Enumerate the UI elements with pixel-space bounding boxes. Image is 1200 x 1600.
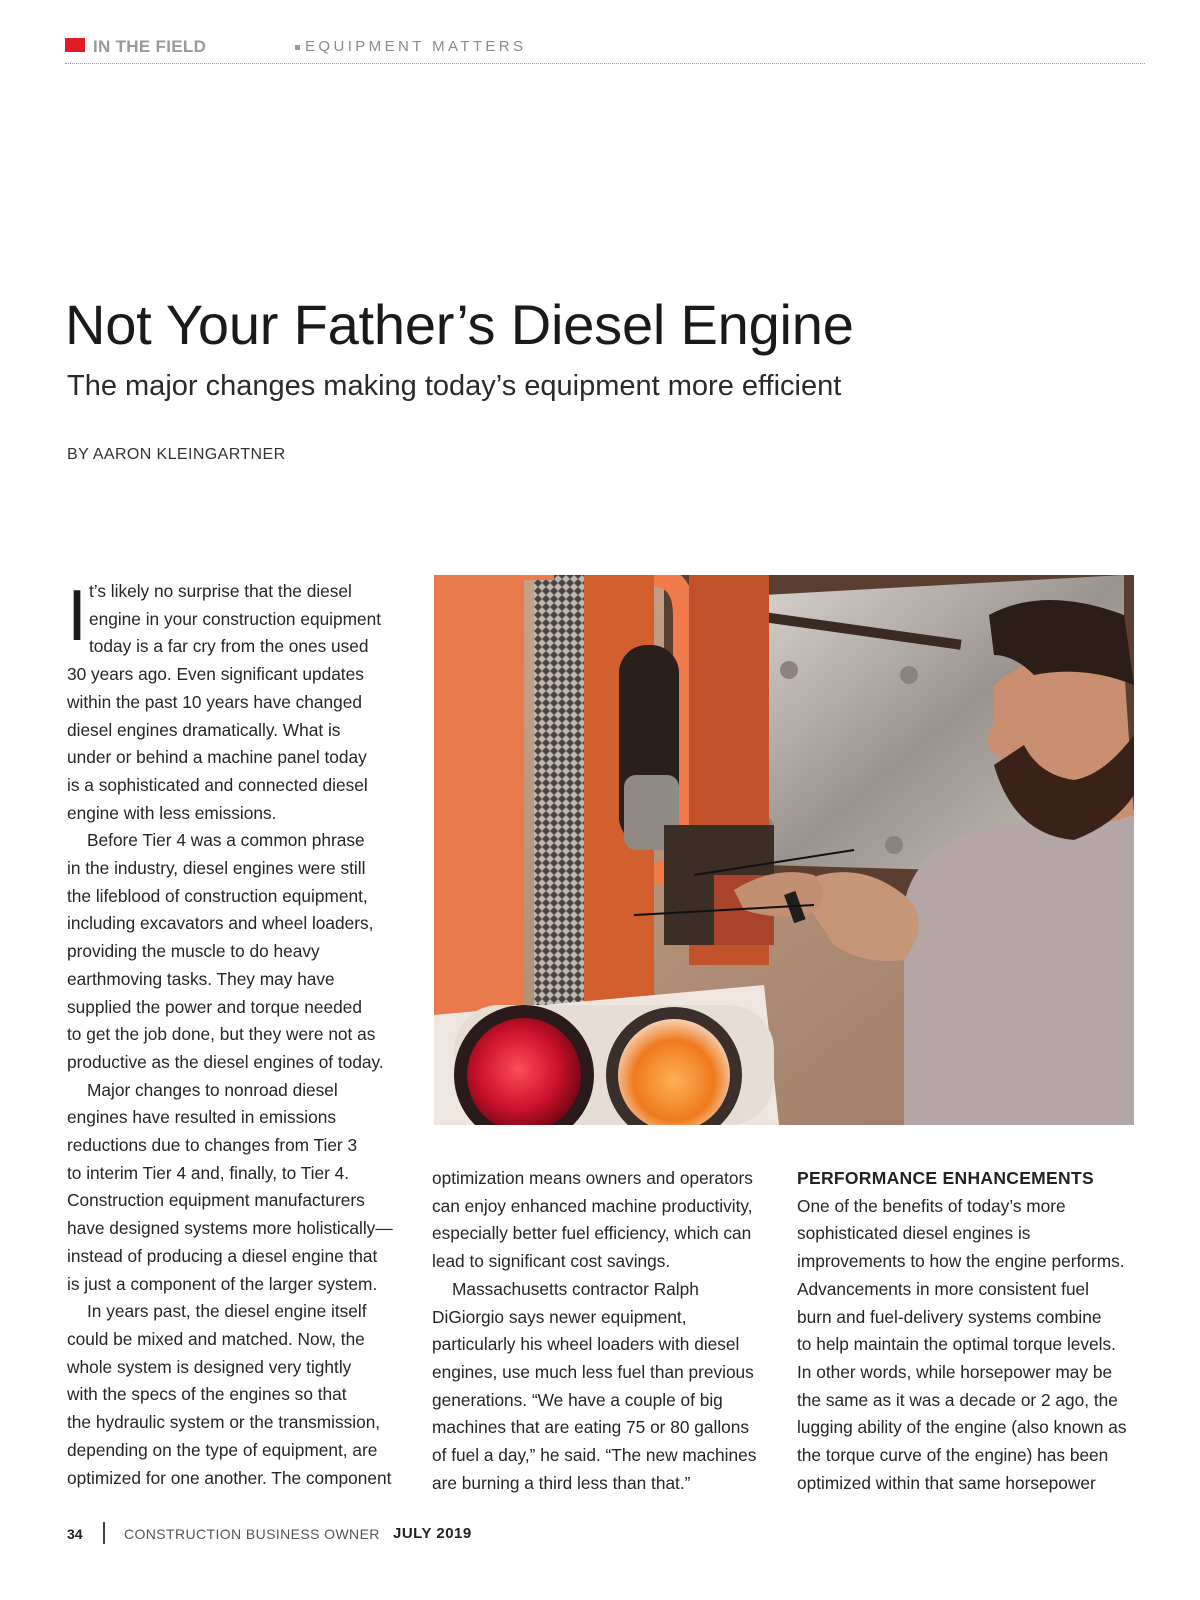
text-line: the hydraulic system or the transmission, [67,1412,381,1433]
section-heading: PERFORMANCE ENHANCEMENTS [797,1168,1094,1188]
text-line: earthmoving tasks. They may have [67,968,335,989]
text-line: improvements to how the engine performs. [797,1251,1125,1272]
text-line: diesel engines dramatically. What is [67,719,341,740]
issue-date: JULY 2019 [393,1525,472,1542]
text-line: Construction equipment manufacturers [67,1190,365,1211]
text-line: today is a far cry from the ones used [89,636,369,657]
section-name: IN THE FIELD [93,37,207,56]
article-subtitle: The major changes making today’s equipment more efficient [67,370,842,402]
text-line: burn and fuel-delivery systems combine [797,1306,1102,1327]
text-line: under or behind a machine panel today [67,747,367,768]
text-line: particularly his wheel loaders with diesel [432,1334,740,1355]
text-line: optimization means owners and operators [432,1168,753,1188]
text-line: lugging ability of the engine (also known as [797,1417,1127,1438]
text-line: especially better fuel efficiency, which can [432,1223,752,1244]
article-byline: BY AARON KLEINGARTNER [67,446,286,463]
text-line: engines, use much less fuel than previous [432,1361,754,1382]
text-line: generations. “We have a couple of big [432,1389,723,1410]
article-column-2 [432,1165,777,1497]
article-title: Not Your Father’s Diesel Engine [65,293,854,356]
text-line: whole system is designed very tightly [67,1356,352,1377]
text-line: Major changes to nonroad diesel [87,1079,338,1100]
text-line: within the past 10 years have changed [67,691,362,712]
text-line: can enjoy enhanced machine productivity, [432,1195,753,1216]
text-line: Massachusetts contractor Ralph [452,1278,699,1299]
text-line: in the industry, diesel engines were still [67,858,366,879]
page-number: 34 [67,1526,83,1542]
text-line: engine with less emissions. [67,802,277,823]
text-line: the same as it was a decade or 2 ago, the [797,1389,1118,1410]
text-line: Before Tier 4 was a common phrase [87,830,365,851]
header-separator-dot [295,45,300,50]
text-line: with the specs of the engines so that [67,1384,347,1405]
article-column-3 [797,1165,1147,1497]
text-line: are burning a third less than that.” [432,1472,691,1493]
text-line: lead to significant cost savings. [432,1251,671,1272]
text-line: 30 years ago. Even significant updates [67,664,364,685]
text-line: One of the benefits of today’s more [797,1195,1066,1216]
text-line: machines that are eating 75 or 80 gallons [432,1417,750,1438]
text-line: t’s likely no surprise that the diesel [89,581,352,601]
text-line: to get the job done, but they were not as [67,1024,376,1045]
text-line: engine in your construction equipment [89,608,382,629]
mechanic-engine-illustration [434,575,1134,1125]
text-line: In other words, while horsepower may be [797,1361,1113,1382]
subsection-name: EQUIPMENT MATTERS [305,38,527,55]
running-header [65,37,1145,64]
text-line: optimized within that same horsepower [797,1472,1096,1493]
text-line: have designed systems more holistically— [67,1218,393,1239]
text-line: instead of producing a diesel engine that [67,1245,378,1266]
text-line: of fuel a day,” he said. “The new machines [432,1445,757,1466]
text-line: depending on the type of equipment, are [67,1439,378,1460]
dropcap-block [67,578,402,661]
article-photo [434,575,1134,1125]
text-line: including excavators and wheel loaders, [67,913,374,934]
text-line: providing the muscle to do heavy [67,941,320,962]
publication-name: CONSTRUCTION BUSINESS OWNER [124,1526,380,1542]
text-line: reductions due to changes from Tier 3 [67,1135,358,1156]
text-line: to help maintain the optimal torque levels. [797,1334,1116,1355]
article-column-1 [67,578,402,1492]
text-line: the lifeblood of construction equipment, [67,885,368,906]
footer-divider [103,1522,105,1544]
text-line: sophisticated diesel engines is [797,1223,1031,1244]
text-line: the torque curve of the engine) has been [797,1445,1109,1466]
text-line: is just a component of the larger system. [67,1273,378,1294]
text-line: productive as the diesel engines of today. [67,1051,384,1072]
text-line: Advancements in more consistent fuel [797,1278,1090,1299]
dropcap: I [67,576,88,656]
text-line: DiGiorgio says newer equipment, [432,1306,687,1327]
text-line: optimized for one another. The component [67,1467,392,1488]
text-line: In years past, the diesel engine itself [87,1301,367,1322]
text-line: could be mixed and matched. Now, the [67,1328,365,1349]
text-line: to interim Tier 4 and, finally, to Tier 4. [67,1162,350,1183]
text-line: is a sophisticated and connected diesel [67,774,368,795]
text-line: supplied the power and torque needed [67,996,362,1017]
text-line: engines have resulted in emissions [67,1107,336,1128]
section-marker [65,38,85,52]
